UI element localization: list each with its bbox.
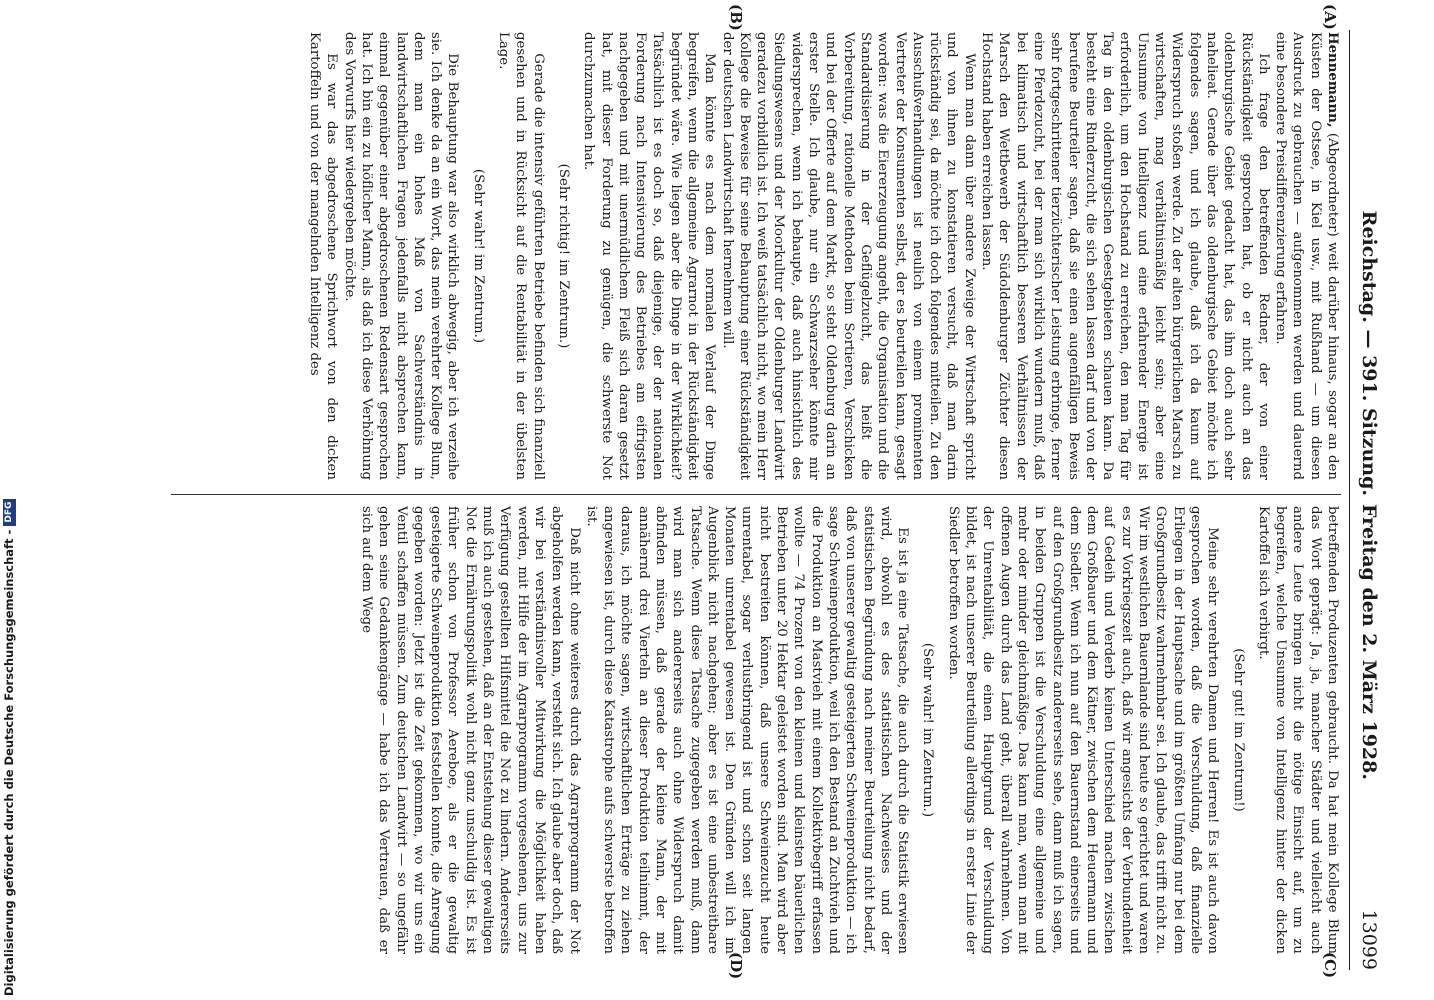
stage-direction: (Sehr richtig! im Zentrum.) <box>555 163 571 349</box>
right-column <box>161 506 1341 954</box>
digitization-credit <box>2 499 16 996</box>
page-header <box>1349 30 1384 970</box>
margin-letter-d: (D) <box>727 952 745 980</box>
header-session: Reichstag. — 391. Sitzung. <box>1358 210 1380 496</box>
header-date: Freitag den 2. März 1928. <box>1358 504 1380 780</box>
paragraph: Ich frage den betreffenden Redner, der von einer Rückständigkeit gesprochen hat, ob er nicht auch an das oldenburgische Gebiet gedacht hat, das ihm doch auch sehr nahelieat. Gerade über das oldenburgische Gebiet möchte ich folgendes sagen, und ich glaube, daß ich da kaum auf Widerspruch stoßen werde. Zu der alten bürgerlichen Marsch zu wirtschaften, mag verhältnismäßig leicht sein; aber eine Unsumme von Intelligenz und eine erfahrender Energie ist erforderlich, um den Hochstand zu erreichen, den man Tag für Tag in den oldenburgischen Geestgebieten schauen kann. Da besteht eine Rinderzucht, die sich sehen lassen darf und von der berufene Beurteiler sagen, daß sie einen augenfälligen Beweis sehr fortgeschrittener tierzüchterischer Leistung erbringe, ferner eine Pferdezucht, bei der man sich wirklich wundern muß, daß bei klimatisch und wirtschaftlich besseren Verhältnissen der Marsch den Wettbewerb der Südoldenburger Züchter diesen Hochstand haben erreichen lassen. <box>979 32 1271 480</box>
stage-direction: (Sehr gut! im Zentrum!) <box>1230 648 1246 812</box>
paragraph: Es war das abgedroschene Sprichwort von den dicken Kartoffeln und von der mangelnden Intelligenz des <box>307 32 340 480</box>
paragraph: Es ist ja eine Tatsache, die auch durch die Statistik erwiesen wird, obwohl es des statistischen Nachweises und der statistischen Begründung nach meiner Beurteilung nicht bedarf, daß von unserer gewaltig gesteigerten Schweineproduktion — ich sage Schweineproduktion, weil ich den Bestand an Zuchtvieh und die Produktion an Mastvieh mit einem Kollektivbegriff erfassen wollte — 74 Prozent von den kleinen und kleinsten bäuerlichen Betrieben unter 20 Hektar geleistet worden sind. Man wird aber nicht bestreiten können, daß unsere Schweinezucht heute unrentabel, sogar verlustbringend ist und schon seit langen Monaten unrentabel gewesen ist. Den Gründen will ich im Augenblick nicht nachgehen; aber es ist eine unbestreitbare Tatsache. Wenn diese Tatsache zugegeben werden muß, dann wird man sich andererseits auch ohne Widerspruch damit abfinden müssen, daß gerade der kleine Mann, der mit annähernd drei Vierteln an dieser Produktion teilnimmt, der daraus, ich möchte sagen, wirtschaftlichen Erträge zu ziehen angewiesen ist, durch diese Katastrophe aufs schwerste betroffen ist. <box>583 506 911 954</box>
paragraph: Hennemann, (Abgeordneter) weit darüber hinaus, sogar an den Küsten der Ostsee, in Kiel usw., mit Rußhand — um diesen Ausdruck zu gebrauchen — aufgenommen werden und dauernd eine besondere Preisdifferenzierung erfahren. <box>1273 32 1340 480</box>
paragraph: betreffenden Produzenten gebraucht. Da hat mein Kollege Blum das Wort geprägt: Ja, ja, mancher Städter und vielleicht auch andere Leute bringen nicht die nötige Einsicht auf, um zu begreifen, welche Unsumme von Intelligenz hinter der dicken Kartoffel sich verbirgt. <box>1255 506 1340 954</box>
left-column <box>161 32 1341 480</box>
credit-text: Digitalisierung gefördert durch die Deutsche Forschungsgemeinschaft - <box>2 529 16 996</box>
stage-direction: (Sehr wahr! im Zentrum.) <box>920 642 936 818</box>
margin-letter-c: (C) <box>1321 952 1339 979</box>
margin-letter-b: (B) <box>727 4 745 31</box>
paragraph: Man könnte es nach dem normalen Verlauf der Dinge begreifen, wenn die allgemeine Agrarnot in der Rückständigkeit begründet wäre. Wie liegen aber die Dinge in der Wirklichkeit? Tatsächlich ist es doch so, daß diejenige, der der nationalen Forderung nach Intensivierung des Betriebes am eifrigsten nachgegeben und mit unermüdlichem Fleiß sich daran gesetzt hat, mit dieser Forderung zu genügen, die schwerste Not durchzumachen hat. <box>581 32 718 480</box>
margin-letter-a: (A) <box>1321 4 1339 30</box>
paragraph: Wenn man dann über andere Zweige der Wirtschaft spricht und von ihnen zu konstatieren versucht, daß man darin rückständig sei, da möchte ich doch folgendes mitteilen. Zu den Ausschußverhandlungen ist neulich von einem prominenten Vertreter der Konsumenten selbst, der es beurteilen kann, gesagt worden: was die Eiererzeugung angeht, die Organisation und die Standardisierung in der Geflügelzucht, das heißt die Vorbereitung, rationelle Methoden beim Sortieren, Verschicken und bei der Offerte auf dem Markt, so steht Oldenburg darin an erster Stelle. Ich glaube, nur ein Schwarzseher könnte mir widersprechen, wenn ich behaupte, daß auch hinsichtlich des Siedlungswesens und der Moorkultur der Oldenburger Landwirt geradezu vorbildlich ist. Ich weiß tatsächlich nicht, wo mein Herr Kollege die Beweise für seine Behauptung einer Rückständigkeit der deutschen Landwirtschaft hernehmen will. <box>719 32 977 480</box>
paragraph: Daß nicht ohne weiteres durch das Agrarprogramm der Not abgeholfen werden kann, versteht sich. Ich glaube aber doch, daß wir bei verständnisvoller Mitwirkung die Möglichkeit haben werden, mit Hilfe der im Agrarprogramm vorgesehenen, uns zur Verfügung gestellten Hilfsmittel die Not zu lindern. Andererseits muß ich auch gestehen, daß an der Entstehung dieser gewaltigen Not die Ernährungspolitik wohl nicht ganz unschuldig ist. Es ist früher schon von Professor Aereboe, als er die gewaltig gesteigerte Schweineproduktion feststellen konnte, die Anregung gegeben worden: Jetzt ist die Zeit gekommen, wo wir uns ein Ventil schaffen müssen. Zum deutschen Landwirt — so ungefähr gehen seine Gedankengänge — habe ich das Vertrauen, daß er sich auf dem Wege <box>358 506 582 954</box>
paragraph: Die Behauptung war also wirklich abwegig, aber ich verzeihe sie. Ich denke da an ein Wort, das mein verehrter Kollege Blum, dem man ein hohes Maß von Sachverständnis in landwirtschaftlichen Fragen jedenfalls nicht absprechen kann, einmal gegenüber einer abgedroschenen Redensart gesprochen hat. Ich bin ein zu höflicher Mann, als daß ich diese Verhöhnung des Vorwurfs hier wiedergeben möchte. <box>341 32 461 480</box>
column-divider <box>171 494 1341 495</box>
scanned-page <box>150 0 1385 1000</box>
dfg-logo: DFG <box>3 499 16 526</box>
speaker-role: Abgeordneter <box>1325 138 1340 232</box>
speaker-name: Hennemann, <box>1325 32 1340 128</box>
paragraph: Gerade die intensiv geführten Betriebe befinden sich finanziell gesehen und in Rücksicht auf die Rentabilität in der übelsten Lage. <box>496 32 546 480</box>
stage-direction: (Sehr wahr! im Zentrum.) <box>470 168 486 344</box>
paragraph: Meine sehr verehrten Damen und Herren! Es ist auch davon gesprochen worden, daß die Verschuldung, daß finanzielle Erliegen in der Hauptsache und im größten Umfang nur bei dem Großgrundbesitz wahrnehmbar sei. Ich glaube, das trifft nicht zu. Wir im westlichen Bauernlande sind heute so gerichtet und waren es zur Vorkriegszeit auch, daß wir angesichts der Verbundenheit auf Gedeih und Verderb keinen Unterschied machen zwischen dem Großbauer und dem Kätner, zwischen dem Heuermann und dem Siedler. Wenn ich nun auf den Bauernstand einerseits und auf den Großgrundbesitz andererseits sehe, dann muß ich sagen, in beiden Gruppen ist die Verschuldung eine allgemeine und mehr oder minder gleichmäßige. Das kann man, wenn man mit offenen Augen durch das Land geht, überall wahrnehmen. Von der Unrentabilität, die einen Hauptgrund der Verschuldung bildet, ist nach unserer Beurteilung allerdings in erster Linie der Siedler betroffen worden. <box>945 506 1221 954</box>
page-number: 13099 <box>1358 909 1380 970</box>
